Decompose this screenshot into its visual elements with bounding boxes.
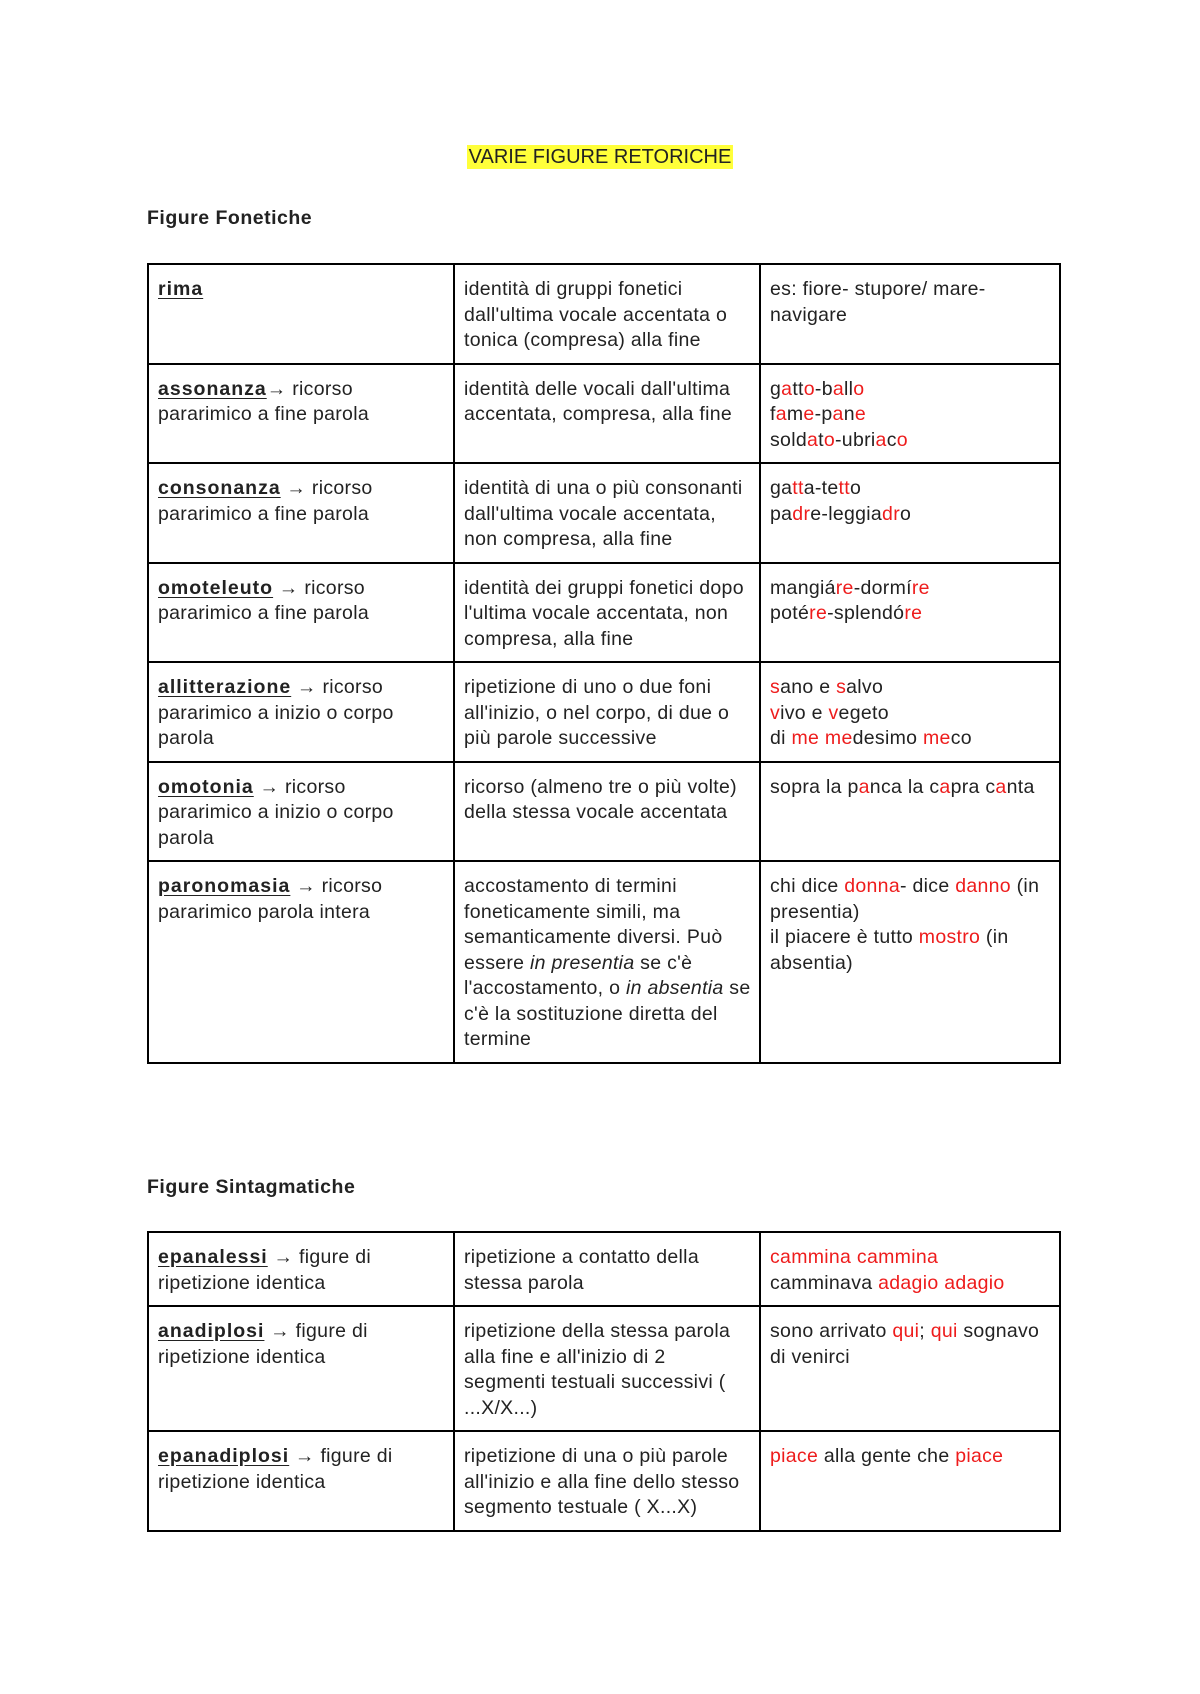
highlighted-sound: e (854, 403, 866, 425)
term-cell (148, 662, 454, 762)
term-cell (148, 762, 454, 862)
example-line (770, 428, 1051, 454)
example-text: ivo e (780, 701, 829, 724)
definition-cell (454, 1431, 760, 1531)
term-name: omoteleuto (158, 576, 274, 599)
term-category: → figure di ripetizione identica (158, 1246, 372, 1294)
definition-text: identità di gruppi fonetici dall'ultima vocale accentata o tonica (compresa) alla fine (464, 278, 728, 351)
definition-cell (454, 463, 760, 563)
example-line (770, 925, 1051, 976)
definition-cell (454, 762, 760, 862)
example-line (770, 377, 1051, 403)
example-text: nta (1006, 775, 1035, 798)
fonetiche-row (148, 762, 1060, 862)
example-text: a-te (803, 477, 839, 499)
highlighted-sound: a (781, 377, 793, 400)
example-text: t (818, 428, 824, 451)
example-text: tt (792, 377, 804, 400)
example-cell (760, 463, 1060, 563)
highlighted-sound: re (904, 602, 923, 624)
term-name: assonanza (158, 377, 267, 400)
example-text: - dice (899, 875, 956, 897)
italic-term: in absentia (625, 977, 724, 999)
example-text: (in presentia) (770, 875, 1040, 923)
highlighted-sound: o (896, 428, 908, 451)
example-text: sopra la p (770, 775, 859, 798)
section-title-fonetiche: Figure Fonetiche (147, 207, 313, 229)
highlighted-sound: v (770, 701, 781, 724)
example-text: -dormí (853, 576, 912, 599)
term-cell (148, 463, 454, 563)
title-wrapper (0, 146, 1200, 169)
example-line (770, 1444, 1051, 1470)
example-text: es: fiore- stupore/ mare-navigare (770, 278, 986, 326)
definition-cell (454, 861, 760, 1063)
definition-text: ripetizione a contatto della stessa parola (464, 1246, 699, 1294)
definition-text: se c'è l'accostamento, o (464, 951, 693, 999)
example-line (770, 701, 1051, 727)
definition-text: ripetizione di uno o due foni all'inizio, o nel corpo, di due o più parole successive (464, 676, 730, 749)
sintagmatiche-row (148, 1431, 1060, 1531)
example-text: -ubri (835, 428, 876, 451)
term-cell (148, 861, 454, 1063)
definition-text: identità delle vocali dall'ultima accentata, compresa, alla fine (464, 377, 733, 425)
example-line (770, 874, 1051, 925)
highlighted-sound: a (775, 403, 787, 425)
definition-text: ricorso (almeno tre o più volte) della stessa vocale accentata (464, 775, 737, 823)
definition-text: ripetizione della stessa parola alla fine e all'inizio di 2 segmenti testuali successivi ( ...X/X...) (464, 1320, 731, 1419)
example-text: -p (814, 403, 833, 425)
example-text: o (849, 477, 862, 499)
term-name: epanalessi (158, 1246, 268, 1268)
highlighted-sound: o (803, 377, 815, 400)
page-title: VARIE FIGURE RETORICHE (468, 146, 732, 168)
highlighted-sound: re (835, 576, 854, 599)
example-text: chi dice (770, 875, 845, 897)
example-line (770, 402, 1051, 428)
example-line (770, 675, 1051, 701)
example-text: ano e (780, 676, 837, 698)
definition-cell (454, 364, 760, 464)
definition-cell (454, 1306, 760, 1431)
example-text: egeto (838, 701, 889, 724)
highlighted-sound: donna (844, 875, 900, 897)
fonetiche-row (148, 264, 1060, 364)
term-name: paronomasia (158, 875, 291, 897)
example-line (770, 476, 1051, 502)
fonetiche-row (148, 861, 1060, 1063)
example-cell (760, 563, 1060, 663)
term-category: → ricorso pararimico a inizio o corpo parola (158, 676, 394, 749)
example-cell (760, 264, 1060, 364)
example-text: sono arrivato (770, 1320, 893, 1342)
highlighted-sound: me (791, 727, 820, 749)
example-text: e-leggia (810, 502, 883, 525)
highlighted-sound: piace (770, 1445, 819, 1467)
term-cell (148, 1306, 454, 1431)
example-text: il piacere è tutto (770, 926, 919, 948)
example-line (770, 601, 1051, 627)
highlighted-sound: piace (955, 1445, 1004, 1467)
example-text: nca la c (869, 775, 940, 798)
fonetiche-row (148, 463, 1060, 563)
example-cell (760, 762, 1060, 862)
highlighted-sound: tt (838, 477, 850, 499)
fonetiche-row (148, 364, 1060, 464)
example-text: sognavo di venirci (770, 1320, 1040, 1368)
example-text: mangiá (770, 576, 836, 599)
example-line (770, 1271, 1051, 1297)
example-text: m (786, 403, 804, 425)
sintagmatiche-table (147, 1231, 1061, 1532)
definition-text: identità di una o più consonanti dall'ultima vocale accentata, non compresa, alla fine (464, 477, 743, 550)
example-line (770, 277, 1051, 328)
example-text: g (770, 377, 782, 400)
example-text: sold (770, 428, 807, 451)
example-cell (760, 364, 1060, 464)
term-category: → ricorso pararimico a fine parola (158, 377, 369, 425)
term-cell (148, 563, 454, 663)
term-cell (148, 1232, 454, 1306)
example-line (770, 502, 1051, 528)
example-text: alvo (846, 676, 884, 698)
highlighted-sound: dr (792, 502, 811, 525)
sintagmatiche-row (148, 1306, 1060, 1431)
highlighted-sound: v (828, 701, 839, 724)
example-cell (760, 1306, 1060, 1431)
term-category: → ricorso pararimico a inizio o corpo parola (158, 775, 394, 849)
example-text: poté (770, 602, 810, 624)
example-line (770, 1319, 1051, 1370)
highlighted-sound: me (923, 727, 951, 749)
highlighted-sound: qui (930, 1320, 958, 1342)
definition-text: ripetizione di una o più parole all'inizio e alla fine dello stesso segmento testuale ( X...X) (464, 1445, 740, 1518)
section-title-sintagmatiche: Figure Sintagmatiche (147, 1176, 356, 1198)
term-category: → ricorso pararimico a fine parola (158, 477, 373, 525)
example-text: ga (770, 477, 793, 499)
term-name: epanadiplosi (158, 1445, 290, 1467)
term-cell (148, 364, 454, 464)
definition-cell (454, 563, 760, 663)
term-cell (148, 1431, 454, 1531)
highlighted-sound: a (875, 428, 887, 451)
highlighted-sound: mostro (918, 926, 981, 948)
highlighted-sound: re (809, 602, 828, 624)
highlighted-sound: a (939, 775, 951, 798)
definition-text: se c'è la sostituzione diretta del termine (464, 977, 751, 1050)
example-line (770, 1245, 1051, 1271)
highlighted-sound: tt (792, 477, 804, 499)
example-line (770, 775, 1051, 801)
highlighted-sound: me (824, 727, 853, 749)
fonetiche-row (148, 662, 1060, 762)
italic-term: in presentia (530, 951, 635, 974)
example-text: pra c (950, 775, 996, 798)
definition-text: identità dei gruppi fonetici dopo l'ultima vocale accentata, non compresa, alla fine (464, 576, 744, 650)
term-category: → ricorso pararimico a fine parola (158, 576, 369, 624)
highlighted-sound: cammina cammina (770, 1246, 939, 1268)
highlighted-sound: o (853, 377, 865, 400)
fonetiche-row (148, 563, 1060, 663)
fonetiche-table (147, 263, 1061, 1064)
sintagmatiche-row (148, 1232, 1060, 1306)
term-name: consonanza (158, 477, 281, 499)
example-text: o (900, 502, 912, 525)
highlighted-sound: a (832, 403, 844, 425)
term-name: anadiplosi (158, 1320, 265, 1342)
example-line (770, 726, 1051, 752)
definition-cell (454, 264, 760, 364)
example-text: ; (919, 1320, 931, 1342)
example-cell (760, 662, 1060, 762)
example-text: f (770, 403, 776, 425)
example-text: camminava (770, 1271, 879, 1294)
example-text: alla gente che (818, 1445, 956, 1467)
definition-cell (454, 1232, 760, 1306)
highlighted-sound: dr (882, 502, 900, 525)
example-text: (in absentia) (770, 926, 1009, 974)
example-text: co (950, 727, 972, 749)
example-text: -splendó (827, 602, 905, 624)
example-text: -b (814, 377, 833, 400)
example-text: ll (844, 377, 854, 400)
example-cell (760, 861, 1060, 1063)
term-category: → figure di ripetizione identica (158, 1445, 393, 1493)
term-cell (148, 264, 454, 364)
example-cell (760, 1232, 1060, 1306)
example-cell (760, 1431, 1060, 1531)
definition-cell (454, 662, 760, 762)
term-name: allitterazione (158, 676, 292, 698)
highlighted-sound: s (770, 676, 781, 698)
example-line (770, 576, 1051, 602)
highlighted-sound: a (858, 775, 870, 798)
example-text: desimo (852, 727, 924, 749)
example-text: di (770, 727, 792, 749)
example-text: n (843, 403, 855, 425)
term-category: → figure di ripetizione identica (158, 1320, 368, 1368)
term-name: omotonia (158, 775, 254, 798)
highlighted-sound: a (832, 377, 845, 400)
highlighted-sound: qui (892, 1320, 920, 1342)
highlighted-sound: o (823, 428, 836, 451)
term-name: rima (158, 278, 204, 300)
definition-text: accostamento di termini foneticamente simili, ma semanticamente diversi. Può essere (464, 875, 723, 974)
highlighted-sound: e (803, 403, 815, 425)
highlighted-sound: a (995, 775, 1007, 798)
highlighted-sound: danno (955, 875, 1011, 897)
example-text: c (886, 428, 897, 451)
highlighted-sound: re (911, 576, 930, 599)
highlighted-sound: a (806, 428, 819, 451)
highlighted-sound: adagio adagio (878, 1271, 1005, 1294)
highlighted-sound: s (836, 676, 847, 698)
example-text: pa (770, 502, 793, 525)
term-category: → ricorso pararimico parola intera (158, 875, 383, 923)
